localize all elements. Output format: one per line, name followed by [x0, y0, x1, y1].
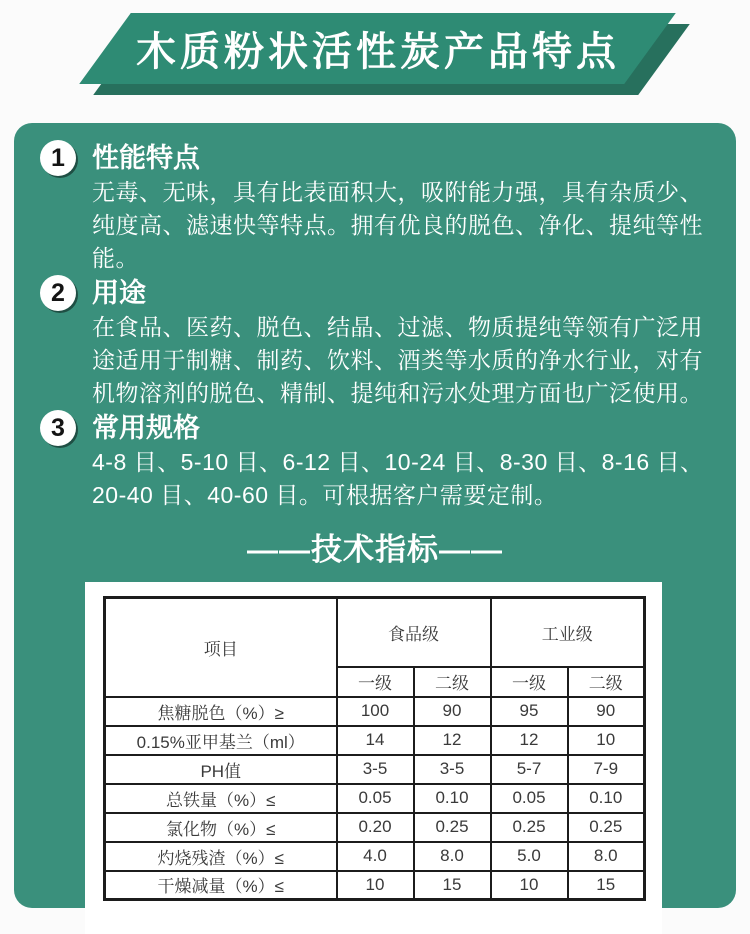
page-title: 木质粉状活性炭产品特点 — [135, 30, 620, 74]
spec-cell-value: 10 — [337, 871, 414, 900]
section-2-title: 用途 — [92, 278, 146, 308]
section-1-number-badge: 1 — [40, 140, 76, 176]
spec-cell-value: 3-5 — [414, 755, 491, 784]
banner-shape — [79, 13, 676, 84]
spec-cell-value: 15 — [414, 871, 491, 900]
spec-cell-value: 10 — [568, 726, 645, 755]
spec-cell-value: 12 — [491, 726, 568, 755]
spec-cell-value: 90 — [414, 697, 491, 726]
spec-cell-value: 0.20 — [337, 813, 414, 842]
spec-cell-value: 10 — [491, 871, 568, 900]
spec-header-sub-0-1: 二级 — [414, 667, 491, 697]
section-specs — [40, 410, 710, 512]
spec-cell-value: 3-5 — [337, 755, 414, 784]
table-row — [105, 784, 645, 813]
section-uses — [40, 275, 710, 410]
spec-cell-value: 5-7 — [491, 755, 568, 784]
spec-cell-value: 5.0 — [491, 842, 568, 871]
table-row — [105, 697, 645, 726]
section-3-number-badge: 3 — [40, 410, 76, 446]
table-row — [105, 871, 645, 900]
spec-cell-value: 0.05 — [491, 784, 568, 813]
section-3-title: 常用规格 — [92, 413, 200, 443]
spec-cell-value: 0.05 — [337, 784, 414, 813]
table-row — [105, 813, 645, 842]
spec-cell-value: 0.25 — [414, 813, 491, 842]
table-row — [105, 726, 645, 755]
spec-row-label: 干燥减量（%）≤ — [105, 871, 337, 900]
spec-row-label: 灼烧残渣（%）≤ — [105, 842, 337, 871]
section-performance — [40, 140, 710, 275]
spec-cell-value: 12 — [414, 726, 491, 755]
spec-table-head — [105, 598, 645, 697]
tech-indicators-heading: ——技术指标—— — [247, 532, 503, 567]
spec-header-sub-1-0: 一级 — [491, 667, 568, 697]
table-row — [105, 842, 645, 871]
spec-cell-value: 0.10 — [568, 784, 645, 813]
spec-table — [103, 596, 646, 901]
section-2-number-badge: 2 — [40, 275, 76, 311]
section-1-body: 无毒、无味，具有比表面积大，吸附能力强，具有杂质少、纯度高、滤速快等特点。拥有优良的脱色、净化、提纯等性能。 — [92, 179, 703, 271]
spec-header-item: 项目 — [105, 598, 337, 697]
section-3-body: 4-8 目、5-10 目、6-12 目、10-24 目、8-30 目、8-16 目、20-40 目、40-60 目。可根据客户需要定制。 — [92, 449, 704, 508]
spec-row-label: 0.15%亚甲基兰（ml） — [105, 726, 337, 755]
spec-cell-value: 7-9 — [568, 755, 645, 784]
spec-cell-value: 15 — [568, 871, 645, 900]
spec-row-label: 焦糖脱色（%）≥ — [105, 697, 337, 726]
spec-table-card — [85, 582, 662, 934]
content-panel — [14, 123, 736, 908]
section-2-body: 在食品、医药、脱色、结晶、过滤、物质提纯等领有广泛用途适用于制糖、制药、饮料、酒类等水质的净水行业，对有机物溶剂的脱色、精制、提纯和污水处理方面也广泛使用。 — [92, 314, 703, 406]
spec-header-sub-0-0: 一级 — [337, 667, 414, 697]
spec-row-label: 氯化物（%）≤ — [105, 813, 337, 842]
spec-cell-value: 8.0 — [414, 842, 491, 871]
title-banner — [105, 13, 650, 84]
spec-row-label: PH值 — [105, 755, 337, 784]
spec-table-body — [105, 697, 645, 900]
spec-cell-value: 90 — [568, 697, 645, 726]
spec-cell-value: 4.0 — [337, 842, 414, 871]
spec-header-sub-1-1: 二级 — [568, 667, 645, 697]
spec-header-group-0: 食品级 — [337, 598, 491, 667]
spec-cell-value: 0.25 — [491, 813, 568, 842]
spec-cell-value: 8.0 — [568, 842, 645, 871]
table-row — [105, 755, 645, 784]
spec-header-group-1: 工业级 — [491, 598, 645, 667]
section-1-title: 性能特点 — [92, 143, 200, 173]
spec-cell-value: 14 — [337, 726, 414, 755]
spec-cell-value: 0.10 — [414, 784, 491, 813]
spec-row-label: 总铁量（%）≤ — [105, 784, 337, 813]
spec-cell-value: 95 — [491, 697, 568, 726]
spec-cell-value: 100 — [337, 697, 414, 726]
spec-cell-value: 0.25 — [568, 813, 645, 842]
